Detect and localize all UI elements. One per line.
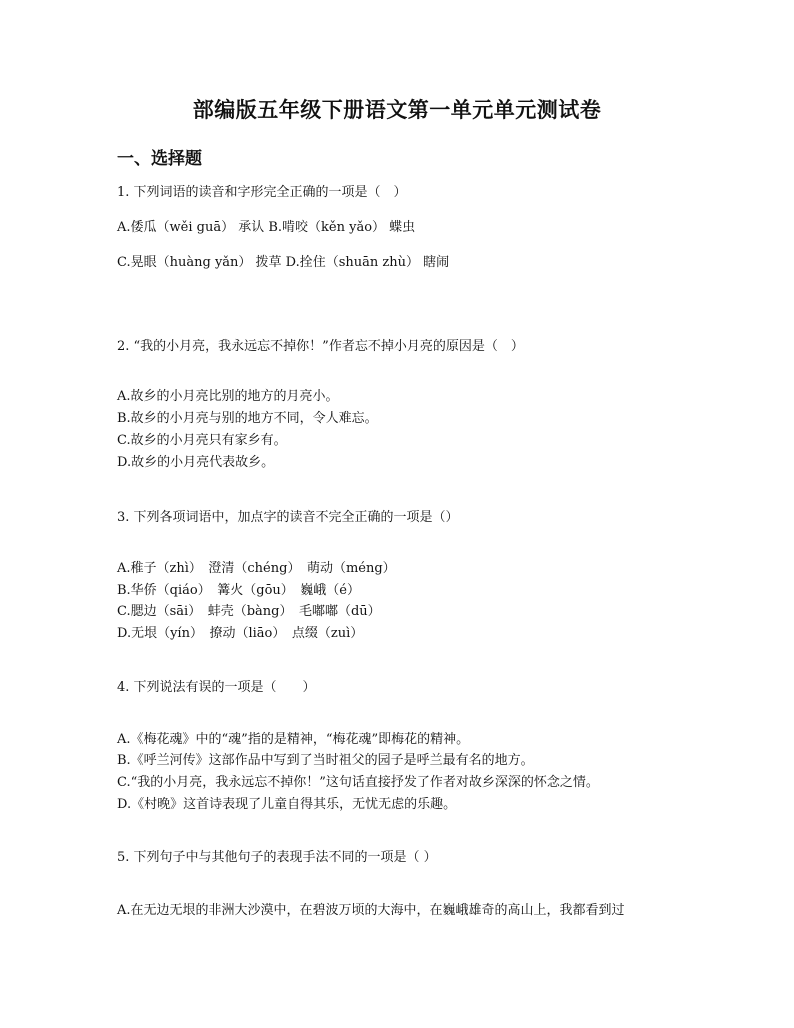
- question-1-stem: 1. 下列词语的读音和字形完全正确的一项是（ ）: [117, 185, 407, 200]
- question-3-option-a: A.稚子（zhì） 澄清（chéng） 萌动（méng）: [117, 561, 396, 576]
- question-4-stem: 4. 下列说法有误的一项是（ ）: [117, 680, 316, 695]
- question-1-option-ab: A.倭瓜（wěi guā） 承认 B.啃咬（kěn yǎo） 蝶虫: [117, 220, 416, 235]
- question-2-option-a: A.故乡的小月亮比别的地方的月亮小。: [117, 389, 339, 404]
- question-4-option-a: A.《梅花魂》中的“魂”指的是精神，“梅花魂”即梅花的精神。: [117, 732, 470, 747]
- question-4-option-d: D.《村晚》这首诗表现了儿童自得其乐，无忧无虑的乐趣。: [117, 797, 457, 812]
- question-3-option-c: C.腮边（sāi） 蚌壳（bàng） 毛嘟嘟（dū）: [117, 604, 381, 619]
- question-2-option-c: C.故乡的小月亮只有家乡有。: [117, 433, 287, 448]
- page-title: 部编版五年级下册语文第一单元单元测试卷: [192, 97, 602, 122]
- question-3-option-d: D.无垠（yín） 撩动（liāo） 点缀（zuì）: [117, 626, 364, 641]
- question-5-stem: 5. 下列句子中与其他句子的表现手法不同的一项是（ ）: [117, 850, 437, 865]
- question-4-option-b: B.《呼兰河传》这部作品中写到了当时祖父的园子是呼兰最有名的地方。: [117, 753, 534, 768]
- question-2-option-d: D.故乡的小月亮代表故乡。: [117, 455, 275, 470]
- question-2-option-b: B.故乡的小月亮与别的地方不同，令人难忘。: [117, 411, 378, 426]
- question-3-option-b: B.华侨（qiáo） 篝火（gōu） 巍峨（é）: [117, 583, 360, 598]
- question-2-stem: 2. “我的小月亮，我永远忘不掉你！”作者忘不掉小月亮的原因是（ ）: [117, 339, 524, 354]
- question-5-option-a: A.在无边无垠的非洲大沙漠中，在碧波万顷的大海中，在巍峨雄奇的高山上，我都看到过: [117, 903, 625, 918]
- question-1-option-cd: C.晃眼（huàng yǎn） 拨草 D.拴住（shuān zhù） 瞎闹: [117, 255, 450, 270]
- question-3-stem: 3. 下列各项词语中，加点字的读音不完全正确的一项是（）: [117, 510, 459, 525]
- section-heading: 一、选择题: [117, 149, 202, 169]
- question-4-option-c: C.“我的小月亮，我永远忘不掉你！”这句话直接抒发了作者对故乡深深的怀念之情。: [117, 775, 599, 790]
